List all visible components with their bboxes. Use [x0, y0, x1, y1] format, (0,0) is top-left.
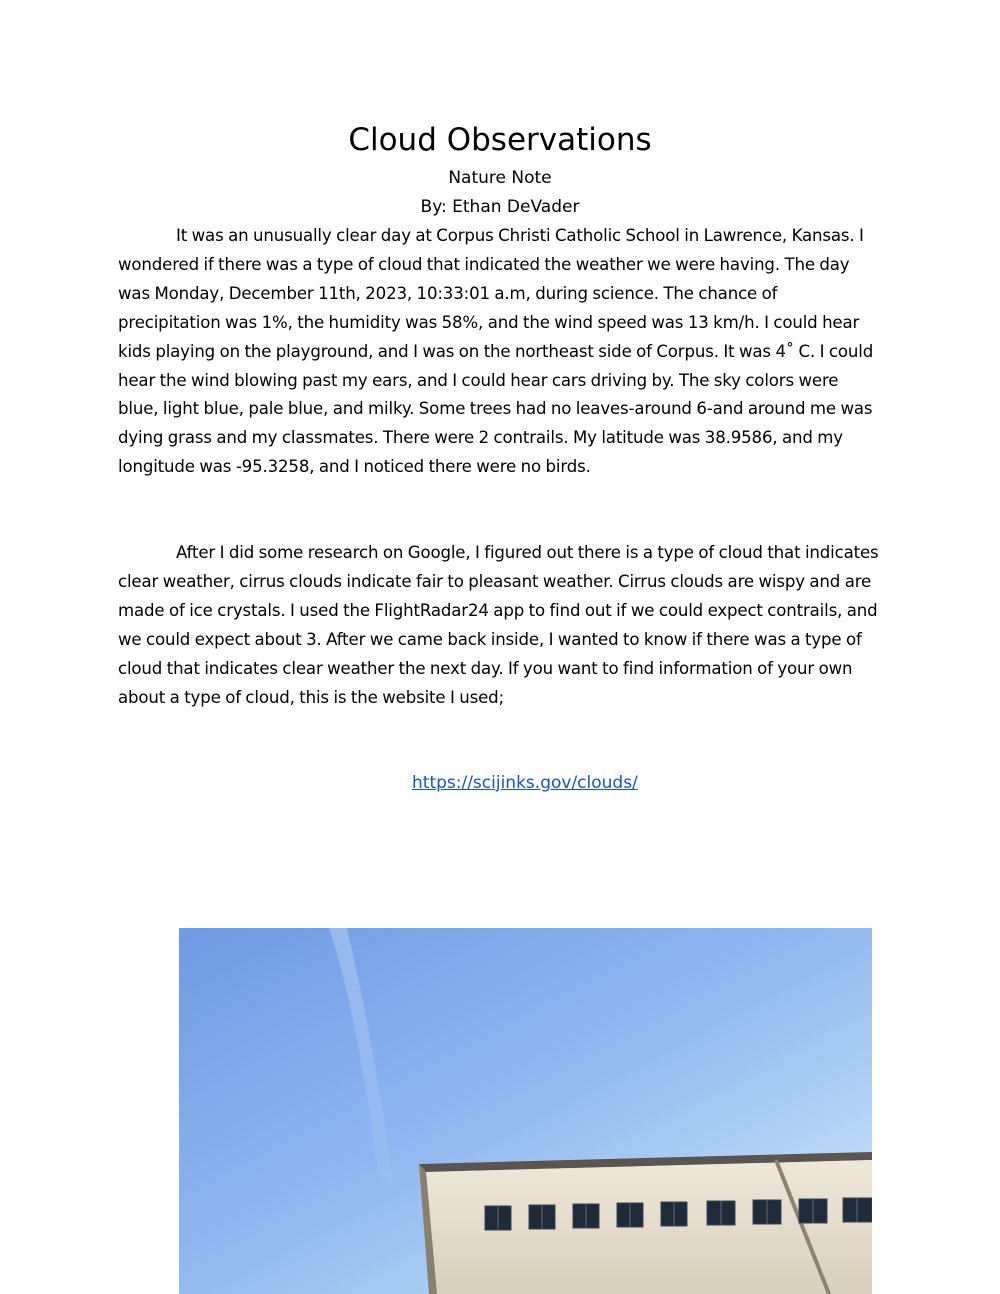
- page-title: Cloud Observations: [348, 122, 652, 158]
- paragraph-research: After I did some research on Google, I figured out there is a type of cloud that indicates clear weather, cirrus clouds indicate fair to pleasant weather. Cirrus clouds are wispy and are made of ice crystals. I used the FlightRadar24 app to find out if we could expect contrails, and we could expect about 3. After we came back inside, I wanted to know if there was a type of cloud that indicates clear weather the next day. If you want to find information of your own about a type of cloud, this is the website I used;: [118, 543, 879, 707]
- sky-photo-illustration: [179, 928, 872, 1294]
- reference-link[interactable]: https://scijinks.gov/clouds/: [412, 773, 638, 793]
- paragraph-observation: It was an unusually clear day at Corpus Christi Catholic School in Lawrence, Kansas. I wondered if there was a type of cloud that indicated the weather we were having. The day was Monday, December 11th, 2023, 10:33:01 a.m, during science. The chance of precipitation was 1%, the humidity was 58%, and the wind speed was 13 km/h. I could hear kids playing on the playground, and I was on the northeast side of Corpus. It was 4˚ C. I could hear the wind blowing past my ears, and I could hear cars driving by. The sky colors were blue, light blue, pale blue, and milky. Some trees had no leaves-around 6-and around me was dying grass and my classmates. There were 2 contrails. My latitude was 38.9586, and my longitude was -95.3258, and I noticed there were no birds.: [118, 226, 874, 477]
- author-byline: By: Ethan DeVader: [420, 197, 580, 217]
- document-subtitle: Nature Note: [448, 168, 552, 188]
- sky-photo: [179, 928, 872, 1294]
